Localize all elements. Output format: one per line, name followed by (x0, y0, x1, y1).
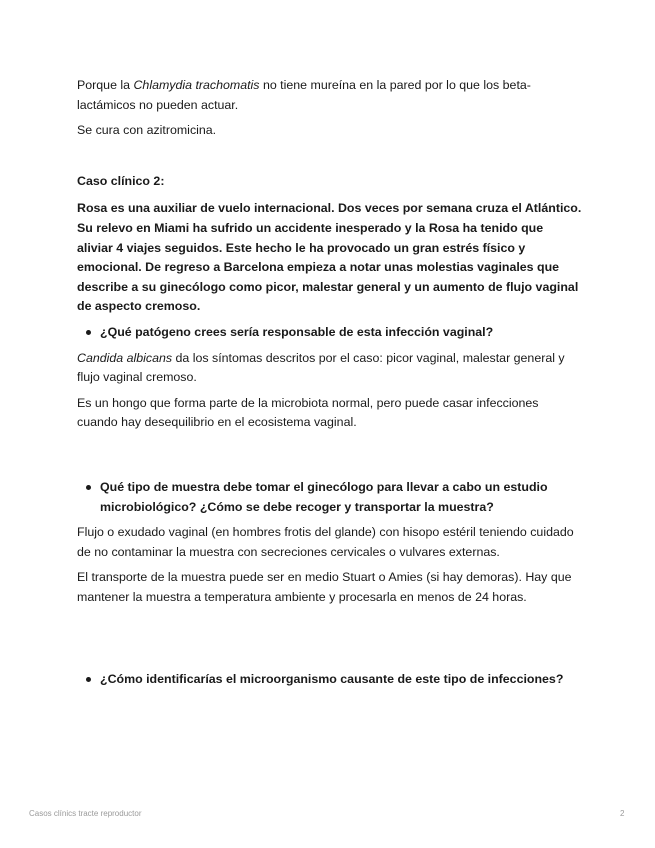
text-segment: no tiene mureína en la pared por lo que los beta-lactámicos no pueden actuar. (77, 78, 531, 112)
question-2: Qué tipo de muestra debe tomar el ginecólogo para llevar a cabo un estudio microbiológico? ¿Cómo se debe recoger y transportar la muestra? (77, 478, 582, 517)
case-description: Rosa es una auxiliar de vuelo internacional. Dos veces por semana cruza el Atlántico. Su relevo en Miami ha sufrido un accidente inesperado y la Rosa ha tenido que aliviar 4 viajes seguidos. Este hecho le ha provocado un gran estrés físico y emocional. De regreso a Barcelona empieza a notar unas molestias vaginales que describe a su ginecólogo como picor, malestar general y un aumento de flujo vaginal de aspecto cremoso. (77, 201, 582, 314)
paragraph-chlamydia (77, 76, 582, 115)
page-content (77, 76, 582, 690)
answer-1b: Es un hongo que forma parte de la microbiota normal, pero puede casar infecciones cuando hay desequilibrio en el ecosistema vaginal. (77, 395, 539, 430)
answer-2b: El transporte de la muestra puede ser en medio Stuart o Amies (si hay demoras). Hay que mantener la muestra a temperatura ambiente y procesarla en menos de 24 horas. (77, 570, 572, 604)
question-1: ¿Qué patógeno crees sería responsable de esta infección vaginal? (77, 323, 582, 343)
page-number: 2 (620, 809, 625, 818)
text-segment: Porque la (77, 78, 134, 92)
species-name: Chlamydia trachomatis (133, 78, 260, 92)
species-name: Candida albicans (77, 350, 173, 365)
answer-1 (77, 349, 582, 388)
question-3: ¿Cómo identificarías el microorganismo causante de este tipo de infecciones? (77, 670, 582, 690)
text-segment: da los síntomas descritos por el caso: picor vaginal, malestar general y flujo vaginal cremoso. (77, 350, 565, 385)
case-title: Caso clínico 2: (77, 173, 165, 188)
footer-title: Casos clínics tracte reproductor (29, 809, 142, 818)
answer-2: Flujo o exudado vaginal (en hombres frotis del glande) con hisopo estéril teniendo cuidado de no contaminar la muestra con secreciones cervicales o vulvares externas. (77, 525, 574, 559)
paragraph-treatment: Se cura con azitromicina. (77, 123, 217, 138)
